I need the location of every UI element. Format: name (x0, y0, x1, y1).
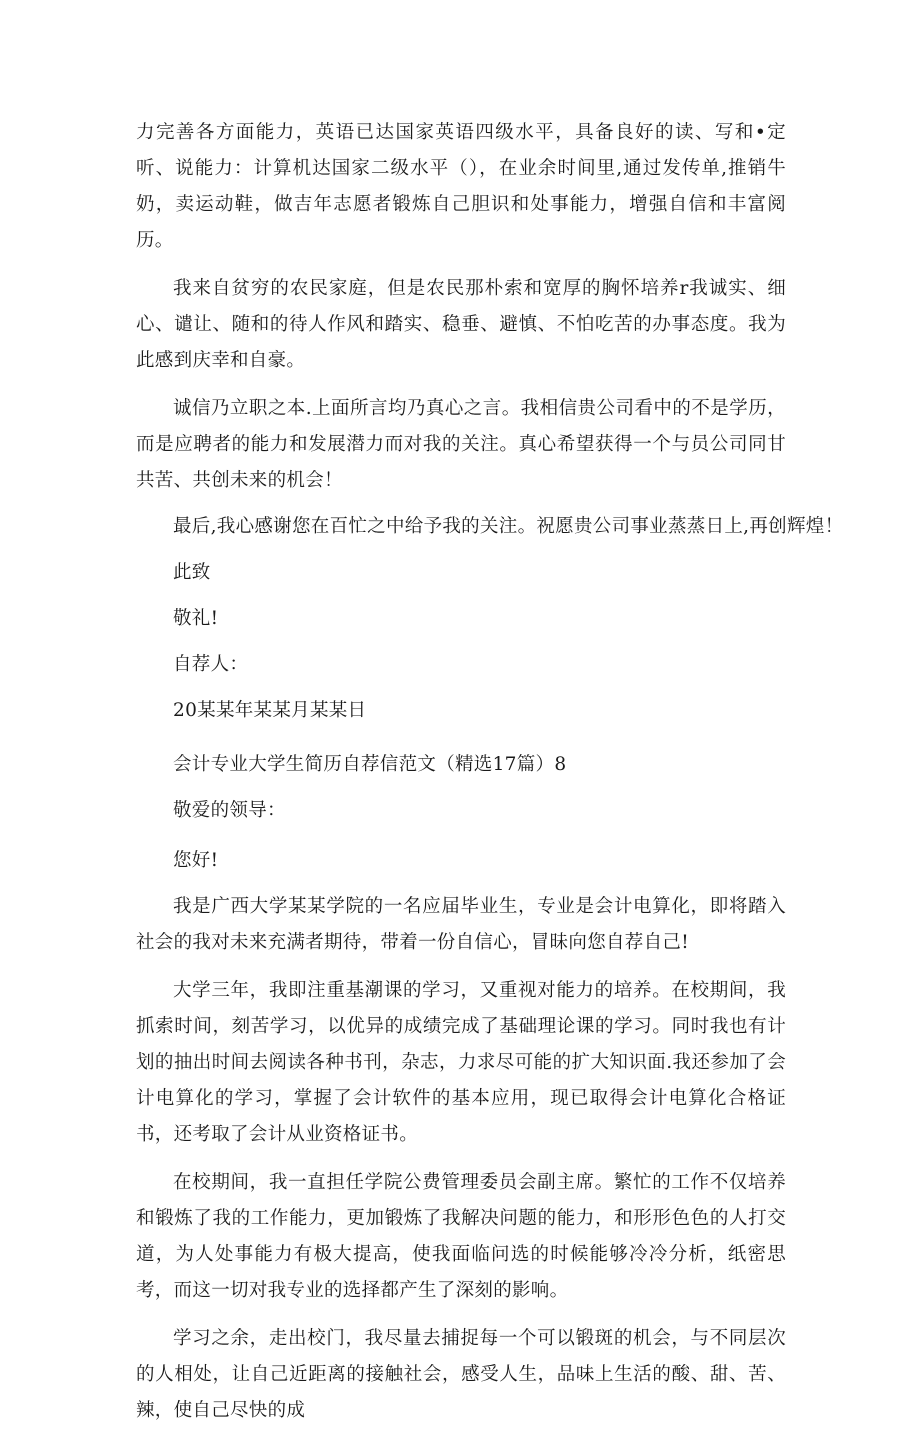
closing-jingli: 敬礼! (173, 608, 219, 629)
paragraph-integrity: 诚信乃立职之本.上面所言均乃真心之言。我相信贵公司看中的不是学历，而是应聘者的能力和发展潜力而对我的关注。真心希望获得一个与员公司同甘共苦、共创未来的机会！ (136, 398, 786, 491)
paragraph-family-background: 我来自贫穷的农民家庭，但是农民那朴索和宽厚的胸怀培养r我诚实、细心、谴让、随和的待人作风和踏实、稳垂、避慎、不怕吃苦的办事态度。我为此感到庆幸和自豪。 (136, 278, 786, 371)
letter-date: 20某某年某某月某某日 (173, 700, 367, 721)
paragraph-campus-work: 在校期间，我一直担任学院公费管理委员会副主席。繁忙的工作不仅培养和锻炼了我的工作能力，更加锻炼了我解决问题的能力，和形形色色的人打交道，为人处事能力有极大提高，使我面临问选的时候能够冷冷分析，纸密思考，而这一切对我专业的选择都产生了深刻的影响。 (136, 1172, 786, 1301)
paragraph-abilities: 力完善各方面能力，英语已达国家英语四级水平，具备良好的读、写和•定听、说能力：计算机达国家二级水平（），在业余时间里,通过发传单,推销牛奶，卖运动鞋，做吉年志愿者锻炼自己胆识和处事能力，增强自信和丰富阅历。 (136, 122, 786, 251)
paragraph-study: 大学三年，我即注重基潮课的学习，又重视对能力的培养。在校期间，我抓索时间，刻苦学习，以优异的成绩完成了基础理论课的学习。同时我也有计划的抽出时间去阅读各种书刊，杂志，力求尽可能的扩大知识面.我还参加了会计电算化的学习，掌握了会计软件的基本应用，现已取得会计电算化合格证书，还考取了会计从业资格证书。 (136, 980, 786, 1145)
signature-label: 自荐人： (173, 654, 249, 675)
document-body (136, 115, 844, 1441)
paragraph-social-practice: 学习之余，走出校门，我尽量去捕捉每一个可以锻斑的机会，与不同层次的人相处，让自己近距离的接触社会，感受人生，品味上生活的酸、甜、苦、辣，使自己尽快的成 (136, 1328, 786, 1421)
closing-wishes: 最后,我心感谢您在百忙之中给予我的关注。祝愿贵公司事业蒸蒸日上,再创辉煌！ (173, 516, 844, 537)
salutation: 敬爱的领导： (173, 800, 286, 821)
closing-cizhi: 此致 (173, 562, 211, 583)
paragraph-introduction: 我是广西大学某某学院的一名应届毕业生，专业是会计电算化，即将踏入社会的我对未来充满者期待，带着一份自信心，冒昧向您自荐自己! (136, 896, 786, 953)
section-title: 会计专业大学生简历自荐信范文（精选17篇）8 (173, 754, 567, 775)
greeting: 您好! (173, 850, 219, 871)
